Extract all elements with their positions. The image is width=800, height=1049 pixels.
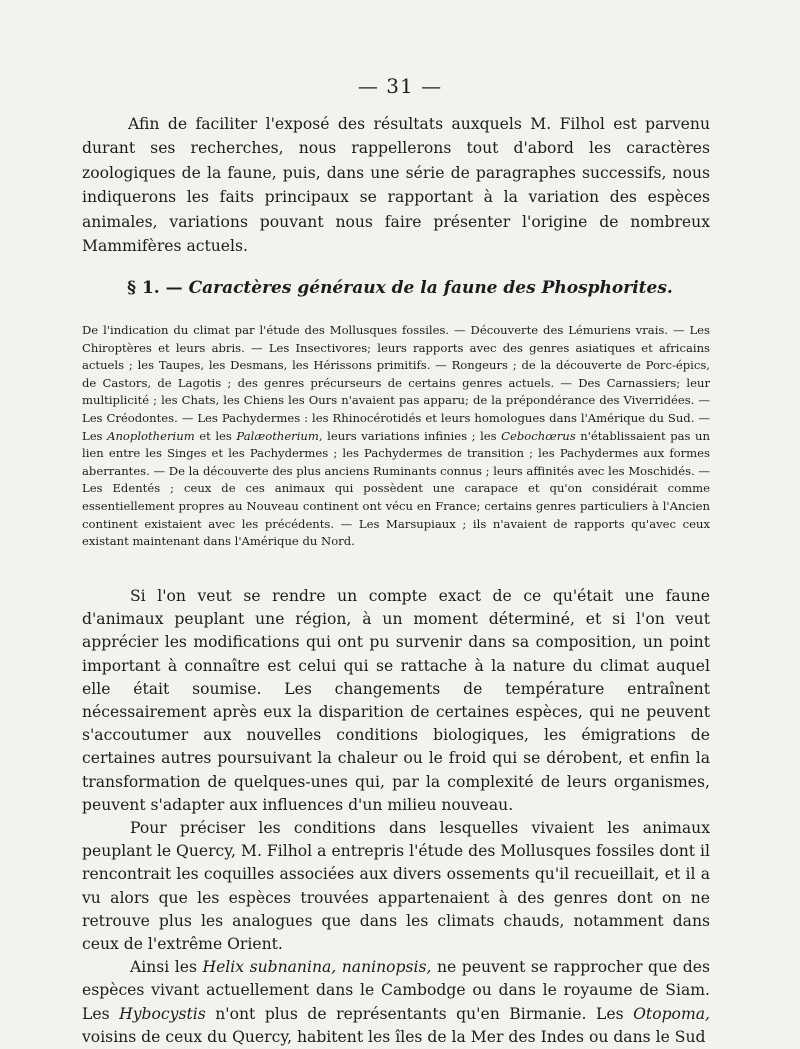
section-number: § 1. — <box>127 278 183 298</box>
helix-genus-names: Helix subnanina, naninopsis, <box>202 958 432 977</box>
otopoma-genus: Otopoma, <box>633 1004 710 1023</box>
section-title: Caractères généraux de la faune des Phosphorites. <box>188 278 673 298</box>
section-summary <box>82 322 710 551</box>
summary-text-1: De l'indication du climat par l'étude des Mollusques fossiles. — Découverte des Lémuriens vrais. — Les Chiroptères et leurs abris. — Les Insectivores; leurs rapports avec des genres asiatiques et africains actuels ; les Taupes, les Desmans, les Hérissons primitifs. — Rongeurs ; de la découverte de Porc-épics, de Castors, de Lagotis ; des genres précurseurs de certains genres actuels. — Des Carnassiers; leur multiplicité ; les Chats, les Chiens les Ours n'avaient pas apparu; de la prépondérance des Viverridées. — Les Créodontes. — Les Pachydermes : les Rhinocérotidés et leurs homologues dans l'Amérique du Sud. — Les <box>82 323 710 443</box>
helix-text-e: n'ont plus de représentants qu'en Birmanie. Les <box>205 1004 634 1023</box>
hybocystis-genus: Hybocystis <box>119 1004 206 1023</box>
page-number: — 31 — <box>357 74 443 98</box>
paragraph-helix <box>82 956 710 1049</box>
intro-paragraph: Afin de faciliter l'exposé des résultats auxquels M. Filhol est parvenu durant ses recherches, nous rappellerons tout d'abord les caractères zoologiques de la faune, puis, dans une série de paragraphes successifs, nous indiquerons les faits principaux se rapportant à la variation des espèces animales, variations pouvant nous faire présenter l'origine de nombreux Mammifères actuels. <box>82 115 710 256</box>
summary-genus-cebochoerus: Cebochœrus <box>501 428 576 443</box>
helix-text-a: Ainsi les <box>130 958 203 977</box>
main-text <box>82 585 710 1049</box>
paragraph-climate: Si l'on veut se rendre un compte exact de ce qu'était une faune d'animaux peuplant une région, à un moment déterminé, et si l'on veut apprécier les modifications qui ont pu survenir dans sa composition, un point important à connaître est celui qui se rattache à la nature du climat auquel elle était soumise. Les changements de température entraînent nécessairement après eux la disparition de certaines espèces, qui ne peuvent s'accoutumer aux nouvelles conditions biologiques, les émigrations de certaines autres poursuivant la chaleur ou le froid qui se dérobent, et enfin la transformation de quelques-unes qui, par la complexité de leurs organismes, peuvent s'adapter aux influences d'un milieu nouveau. <box>82 587 710 814</box>
summary-text-3: , leurs variations infinies ; les <box>318 428 502 443</box>
summary-genus-palaeotherium: Palæotherium <box>236 428 319 443</box>
helix-text-g: voisins de ceux du Quercy, habitent les îles de la Mer des Indes ou dans le Sud <box>82 1027 706 1046</box>
helix-text-c: ne peuvent se rapprocher que des espèces vivant actuellement dans le Cambodge ou dans le royaume de Siam. Les <box>82 958 710 1023</box>
summary-text-2: et les <box>194 428 237 443</box>
summary-genus-anoplotherium: Anoplotherium <box>107 428 195 443</box>
summary-text-4: n'établissaient pas un lien entre les Singes et les Pachydermes ; les Pachydermes de transition ; les Pachydermes aux formes aberrantes. — De la découverte des plus anciens Ruminants connus ; leurs affinités avec les Moschidés. — Les Edentés ; ceux de ces animaux qui possèdent une carapace et qu'on considérait comme essentiellement propres au Nouveau continent ont vécu en France; certains genres particuliers à l'Ancien continent existaient avec les précédents. — Les Marsupiaux ; ils n'avaient de rapports qu'avec ceux existant maintenant dans l'Amérique du Nord. <box>82 428 710 549</box>
paragraph-molluscs: Pour préciser les conditions dans lesquelles vivaient les animaux peuplant le Quercy, M. Filhol a entrepris l'étude des Mollusques fossiles dont il rencontrait les coquilles associées aux divers ossements qu'il recueillait, et il a vu alors que les espèces trouvées appartenaient à des genres dont on ne retrouve plus les analogues que dans les climats chauds, notamment dans ceux de l'extrême Orient. <box>82 819 710 954</box>
section-heading <box>0 278 800 298</box>
